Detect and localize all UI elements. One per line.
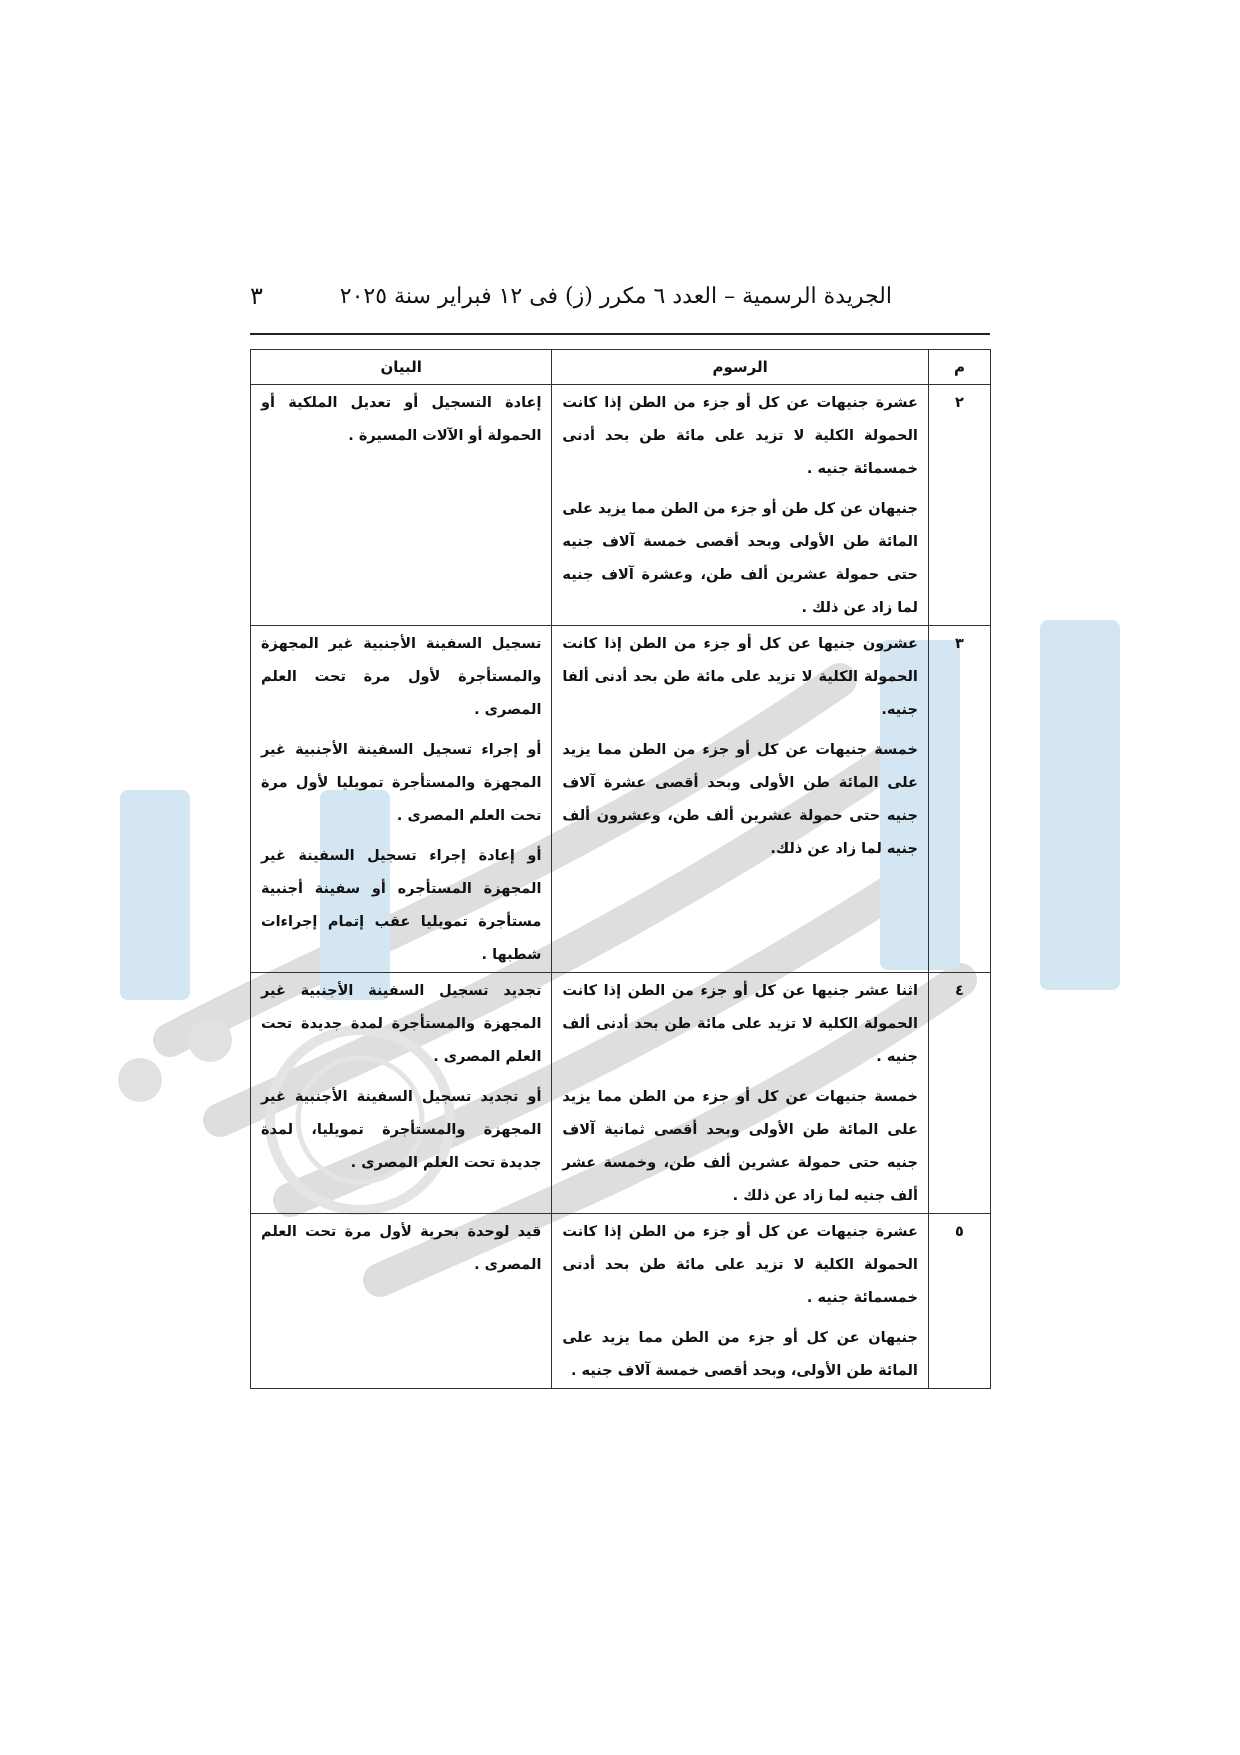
gazette-title: الجريدة الرسمية – العدد ٦ مكرر (ز) فى ١٢ فبراير سنة ٢٠٢٥ <box>339 284 892 309</box>
fees-cell <box>552 626 929 973</box>
description-text: أو تجديد تسجيل السفينة الأجنبية غير المجهزة والمستأجرة تمويليا، لمدة جديدة تحت العلم المصرى . <box>261 1089 542 1171</box>
description-text: إعادة التسجيل أو تعديل الملكية أو الحمولة أو الآلات المسيرة . <box>261 395 542 444</box>
fees-text: جنيهان عن كل طن أو جزء من الطن مما يزيد على المائة طن الأولى وبحد أقصى خمسة آلاف جنيه حتى حمولة عشرين ألف طن، وعشرة آلاف جنيه لما زاد عن ذلك . <box>562 501 918 616</box>
header-divider <box>250 333 990 335</box>
row-number: ٤ <box>928 973 990 1214</box>
page-number: ٣ <box>250 282 263 310</box>
description-text: أو إجراء تسجيل السفينة الأجنبية غير المجهزة والمستأجرة تمويليا لأول مرة تحت العلم المصرى . <box>261 742 542 824</box>
table-header-row <box>251 350 991 385</box>
description-text: تجديد تسجيل السفينة الأجنبية غير المجهزة والمستأجرة لمدة جديدة تحت العلم المصرى . <box>261 983 542 1065</box>
header-description: البيان <box>251 350 552 385</box>
page-header <box>250 280 990 328</box>
fees-text: خمسة جنيهات عن كل أو جزء من الطن مما يزيد على المائة طن الأولى وبحد أقصى عشرة آلاف جنيه حتى حمولة عشرين ألف طن، وعشرون ألف جنيه لما زاد عن ذلك. <box>562 742 918 857</box>
fees-text: عشرة جنيهات عن كل أو جزء من الطن إذا كانت الحمولة الكلية لا تزيد على مائة طن بحد أدنى خمسمائة جنيه . <box>562 395 918 477</box>
description-text: قيد لوحدة بحرية لأول مرة تحت العلم المصرى . <box>261 1224 542 1273</box>
row-number: ٢ <box>928 385 990 626</box>
table-row <box>251 973 991 1214</box>
header-fees: الرسوم <box>552 350 929 385</box>
description-text: تسجيل السفينة الأجنبية غير المجهزة والمستأجرة لأول مرة تحت العلم المصرى . <box>261 636 542 718</box>
description-cell <box>251 973 552 1214</box>
table-row <box>251 385 991 626</box>
description-cell <box>251 1214 552 1389</box>
fees-table <box>250 349 991 1389</box>
fees-text: اثنا عشر جنيها عن كل أو جزء من الطن إذا كانت الحمولة الكلية لا تزيد على مائة طن بحد أدنى ألف جنيه . <box>562 983 918 1065</box>
fees-cell <box>552 385 929 626</box>
description-text: أو إعادة إجراء تسجيل السفينة غير المجهزة المستأجره أو سفينة أجنبية مستأجرة تمويليا عقب إتمام إجراءات شطبها . <box>261 848 542 963</box>
fees-text: عشرون جنيها عن كل أو جزء من الطن إذا كانت الحمولة الكلية لا تزيد على مائة طن بحد أدنى ألفا جنيه. <box>562 636 918 718</box>
fees-text: خمسة جنيهات عن كل أو جزء من الطن مما يزيد على المائة طن الأولى وبحد أقصى ثمانية آلاف جنيه حتى حمولة عشرين ألف طن، وخمسة عشر ألف جنيه لما زاد عن ذلك . <box>562 1089 918 1204</box>
row-number: ٣ <box>928 626 990 973</box>
fees-text: جنيهان عن كل أو جزء من الطن مما يزيد على المائة طن الأولى، وبحد أقصى خمسة آلاف جنيه . <box>562 1330 918 1379</box>
table-row <box>251 1214 991 1389</box>
fees-cell <box>552 1214 929 1389</box>
description-cell <box>251 626 552 973</box>
row-number: ٥ <box>928 1214 990 1389</box>
table-row <box>251 626 991 973</box>
description-cell <box>251 385 552 626</box>
fees-text: عشرة جنيهات عن كل أو جزء من الطن إذا كانت الحمولة الكلية لا تزيد على مائة طن بحد أدنى خمسمائة جنيه . <box>562 1224 918 1306</box>
fees-cell <box>552 973 929 1214</box>
header-num: م <box>928 350 990 385</box>
